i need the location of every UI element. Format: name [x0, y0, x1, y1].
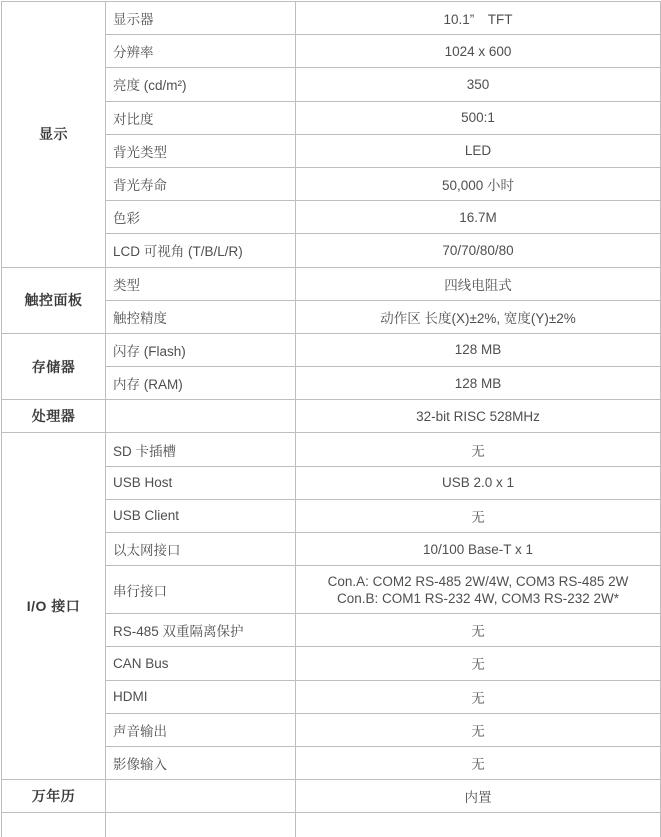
spec-value-line: Con.A: COM2 RS-485 2W/4W, COM3 RS-485 2W	[297, 573, 659, 590]
spec-value-cell: 70/70/80/80	[296, 234, 661, 267]
category-cell: 处理器	[2, 400, 106, 433]
spec-name-cell: 对比度	[106, 101, 296, 134]
spec-name-cell: 分辨率	[106, 35, 296, 68]
spec-value-cell: 无	[296, 499, 661, 532]
spec-row	[2, 780, 661, 813]
cutoff-row	[2, 813, 661, 837]
spec-row	[2, 267, 661, 300]
cutoff-row-cell	[2, 813, 106, 837]
spec-name-cell: 串行接口	[106, 566, 296, 614]
spec-value-cell: 动作区 长度(X)±2%, 宽度(Y)±2%	[296, 300, 661, 333]
spec-value-cell: USB 2.0 x 1	[296, 466, 661, 499]
spec-value-cell: 128 MB	[296, 333, 661, 366]
spec-value-cell: 无	[296, 614, 661, 647]
spec-row	[2, 400, 661, 433]
spec-name-cell: 背光寿命	[106, 167, 296, 200]
spec-name-cell: USB Client	[106, 499, 296, 532]
spec-value-cell: 无	[296, 647, 661, 680]
spec-value-cell: 500:1	[296, 101, 661, 134]
spec-row	[2, 2, 661, 35]
spec-name-cell: 影像输入	[106, 746, 296, 779]
spec-value-cell: 1024 x 600	[296, 35, 661, 68]
spec-name-cell: SD 卡插槽	[106, 433, 296, 466]
spec-name-cell: 内存 (RAM)	[106, 367, 296, 400]
cutoff-row-cell	[106, 813, 296, 837]
spec-value-cell: 50,000 小时	[296, 167, 661, 200]
spec-name-cell: 类型	[106, 267, 296, 300]
spec-value-cell: LED	[296, 134, 661, 167]
spec-value-cell: 内置	[296, 780, 661, 813]
spec-name-cell: 色彩	[106, 201, 296, 234]
category-cell: 触控面板	[2, 267, 106, 333]
spec-name-cell: 显示器	[106, 2, 296, 35]
spec-name-cell: LCD 可视角 (T/B/L/R)	[106, 234, 296, 267]
spec-value-line: Con.B: COM1 RS-232 4W, COM3 RS-232 2W*	[297, 590, 659, 607]
spec-name-cell: HDMI	[106, 680, 296, 713]
spec-value-cell: 10/100 Base-T x 1	[296, 533, 661, 566]
spec-name-cell: 触控精度	[106, 300, 296, 333]
category-cell: 显示	[2, 2, 106, 268]
spec-name-cell: 声音输出	[106, 713, 296, 746]
spec-value-cell: 无	[296, 433, 661, 466]
spec-table-body	[2, 2, 661, 837]
spec-row	[2, 333, 661, 366]
category-cell: 万年历	[2, 780, 106, 813]
spec-value-cell: 32-bit RISC 528MHz	[296, 400, 661, 433]
spec-value-cell: 无	[296, 713, 661, 746]
spec-name-cell: 亮度 (cd/m²)	[106, 68, 296, 101]
spec-name-cell: 背光类型	[106, 134, 296, 167]
spec-value-cell: 350	[296, 68, 661, 101]
spec-row	[2, 433, 661, 466]
spec-name-cell: CAN Bus	[106, 647, 296, 680]
spec-value-cell: 四线电阻式	[296, 267, 661, 300]
spec-name-cell: 闪存 (Flash)	[106, 333, 296, 366]
category-cell: 存储器	[2, 333, 106, 399]
spec-value-cell: 128 MB	[296, 367, 661, 400]
cutoff-row-cell	[296, 813, 661, 837]
spec-name-cell	[106, 400, 296, 433]
spec-name-cell: RS-485 双重隔离保护	[106, 614, 296, 647]
spec-table	[1, 1, 661, 837]
spec-value-cell: 10.1” TFT	[296, 2, 661, 35]
spec-name-cell: USB Host	[106, 466, 296, 499]
spec-value-cell	[296, 566, 661, 614]
spec-value-cell: 无	[296, 680, 661, 713]
spec-name-cell	[106, 780, 296, 813]
spec-value-cell: 无	[296, 746, 661, 779]
spec-name-cell: 以太网接口	[106, 533, 296, 566]
category-cell: I/O 接口	[2, 433, 106, 780]
spec-value-cell: 16.7M	[296, 201, 661, 234]
